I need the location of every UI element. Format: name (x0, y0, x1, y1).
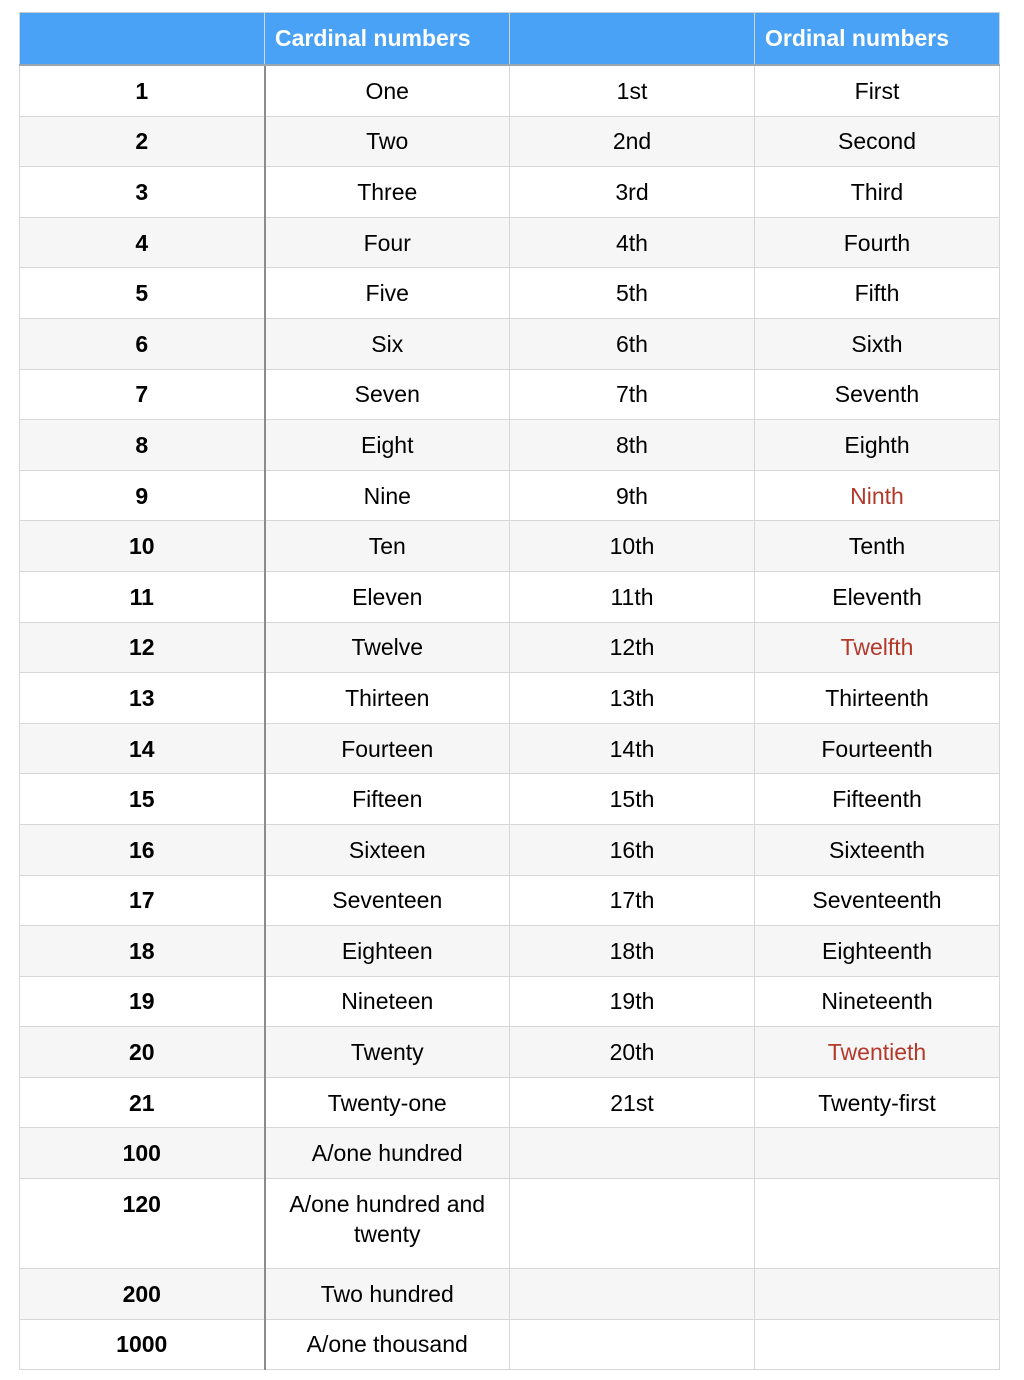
table-row (20, 723, 1000, 774)
table-row (20, 926, 1000, 977)
number-cell: 1000 (20, 1319, 265, 1370)
ordinal-abbrev-cell (510, 1269, 755, 1320)
number-cell: 9 (20, 470, 265, 521)
table-row (20, 976, 1000, 1027)
ordinal-cell: Second (755, 116, 1000, 167)
table-row (20, 369, 1000, 420)
cardinal-cell: A/one hundred (265, 1128, 510, 1179)
number-cell: 19 (20, 976, 265, 1027)
ordinal-cell: Eighteenth (755, 926, 1000, 977)
cardinal-cell: Eleven (265, 571, 510, 622)
number-cell: 18 (20, 926, 265, 977)
ordinal-abbrev-cell: 16th (510, 824, 755, 875)
number-cell: 13 (20, 673, 265, 724)
cardinal-cell: Ten (265, 521, 510, 572)
table-row (20, 571, 1000, 622)
ordinal-cell: Twenty-first (755, 1077, 1000, 1128)
ordinal-abbrev-cell (510, 1128, 755, 1179)
ordinal-abbrev-cell: 10th (510, 521, 755, 572)
ordinal-abbrev-cell: 11th (510, 571, 755, 622)
number-cell: 1 (20, 65, 265, 116)
ordinal-cell: Fifth (755, 268, 1000, 319)
table-row (20, 1319, 1000, 1370)
table-row (20, 268, 1000, 319)
table-body (20, 65, 1000, 1370)
ordinal-cell: First (755, 65, 1000, 116)
ordinal-abbrev-cell: 6th (510, 318, 755, 369)
cardinal-cell: Fourteen (265, 723, 510, 774)
table-header (20, 13, 1000, 66)
ordinal-abbrev-cell: 18th (510, 926, 755, 977)
number-cell: 2 (20, 116, 265, 167)
ordinal-abbrev-cell: 9th (510, 470, 755, 521)
number-cell: 100 (20, 1128, 265, 1179)
number-cell: 7 (20, 369, 265, 420)
number-cell: 200 (20, 1269, 265, 1320)
number-cell: 4 (20, 217, 265, 268)
table-row (20, 774, 1000, 825)
cardinal-cell: Thirteen (265, 673, 510, 724)
table-row (20, 1077, 1000, 1128)
cardinal-cell: Nineteen (265, 976, 510, 1027)
ordinal-cell-irregular: Twelfth (755, 622, 1000, 673)
number-cell: 11 (20, 571, 265, 622)
table-row (20, 318, 1000, 369)
table-row (20, 1128, 1000, 1179)
ordinal-cell: Seventeenth (755, 875, 1000, 926)
ordinal-abbrev-cell: 21st (510, 1077, 755, 1128)
ordinal-cell: Tenth (755, 521, 1000, 572)
ordinal-cell: Eleventh (755, 571, 1000, 622)
ordinal-cell: Third (755, 167, 1000, 218)
table-row (20, 470, 1000, 521)
number-cell: 5 (20, 268, 265, 319)
number-cell: 8 (20, 420, 265, 471)
number-cell: 12 (20, 622, 265, 673)
cardinal-cell: Four (265, 217, 510, 268)
table-row (20, 217, 1000, 268)
number-cell: 120 (20, 1179, 265, 1269)
ordinal-abbrev-cell: 3rd (510, 167, 755, 218)
header-cardinal-numbers: Cardinal numbers (265, 13, 510, 66)
ordinal-abbrev-cell: 12th (510, 622, 755, 673)
ordinal-cell: Thirteenth (755, 673, 1000, 724)
cardinal-cell: Twenty (265, 1027, 510, 1078)
cardinal-cell: Seventeen (265, 875, 510, 926)
ordinal-abbrev-cell: 17th (510, 875, 755, 926)
ordinal-cell (755, 1269, 1000, 1320)
ordinal-cell: Seventh (755, 369, 1000, 420)
cardinal-cell: Twelve (265, 622, 510, 673)
number-cell: 6 (20, 318, 265, 369)
ordinal-abbrev-cell: 1st (510, 65, 755, 116)
number-cell: 15 (20, 774, 265, 825)
ordinal-cell-irregular: Ninth (755, 470, 1000, 521)
cardinal-cell: A/one thousand (265, 1319, 510, 1370)
cardinal-cell: Six (265, 318, 510, 369)
ordinal-abbrev-cell: 8th (510, 420, 755, 471)
header-ordinal-abbrev (510, 13, 755, 66)
number-cell: 16 (20, 824, 265, 875)
cardinal-cell: A/one hundred and twenty (265, 1179, 510, 1269)
number-cell: 21 (20, 1077, 265, 1128)
header-row (20, 13, 1000, 66)
cardinal-cell: Two (265, 116, 510, 167)
ordinal-cell: Sixth (755, 318, 1000, 369)
table-row (20, 875, 1000, 926)
ordinal-abbrev-cell: 4th (510, 217, 755, 268)
ordinal-cell (755, 1128, 1000, 1179)
table-row (20, 65, 1000, 116)
cardinal-cell: Three (265, 167, 510, 218)
table-row (20, 521, 1000, 572)
header-ordinal-numbers: Ordinal numbers (755, 13, 1000, 66)
cardinal-cell: Seven (265, 369, 510, 420)
table-row (20, 622, 1000, 673)
cardinal-cell: Eighteen (265, 926, 510, 977)
number-cell: 10 (20, 521, 265, 572)
cardinal-cell: Sixteen (265, 824, 510, 875)
table-row (20, 1027, 1000, 1078)
number-cell: 20 (20, 1027, 265, 1078)
table-row (20, 420, 1000, 471)
ordinal-cell (755, 1319, 1000, 1370)
ordinal-cell: Eighth (755, 420, 1000, 471)
ordinal-abbrev-cell (510, 1319, 755, 1370)
ordinal-abbrev-cell: 13th (510, 673, 755, 724)
table-row (20, 824, 1000, 875)
ordinal-cell: Fourth (755, 217, 1000, 268)
ordinal-abbrev-cell: 7th (510, 369, 755, 420)
table-row (20, 673, 1000, 724)
ordinal-abbrev-cell: 2nd (510, 116, 755, 167)
table-row (20, 1269, 1000, 1320)
table-row (20, 167, 1000, 218)
ordinal-cell: Fourteenth (755, 723, 1000, 774)
ordinal-abbrev-cell: 5th (510, 268, 755, 319)
ordinal-cell: Nineteenth (755, 976, 1000, 1027)
cardinal-cell: Two hundred (265, 1269, 510, 1320)
table-row (20, 1179, 1000, 1269)
number-cell: 14 (20, 723, 265, 774)
cardinal-cell: Five (265, 268, 510, 319)
ordinal-abbrev-cell (510, 1179, 755, 1269)
cardinal-cell: One (265, 65, 510, 116)
cardinal-cell: Nine (265, 470, 510, 521)
table-row (20, 116, 1000, 167)
cardinal-cell: Eight (265, 420, 510, 471)
ordinal-cell: Fifteenth (755, 774, 1000, 825)
ordinal-cell-irregular: Twentieth (755, 1027, 1000, 1078)
ordinal-abbrev-cell: 20th (510, 1027, 755, 1078)
ordinal-abbrev-cell: 15th (510, 774, 755, 825)
ordinal-abbrev-cell: 19th (510, 976, 755, 1027)
header-number (20, 13, 265, 66)
number-cell: 17 (20, 875, 265, 926)
cardinal-cell: Twenty-one (265, 1077, 510, 1128)
ordinal-cell (755, 1179, 1000, 1269)
ordinal-cell: Sixteenth (755, 824, 1000, 875)
cardinal-cell: Fifteen (265, 774, 510, 825)
numbers-table (19, 12, 1000, 1370)
number-cell: 3 (20, 167, 265, 218)
ordinal-abbrev-cell: 14th (510, 723, 755, 774)
